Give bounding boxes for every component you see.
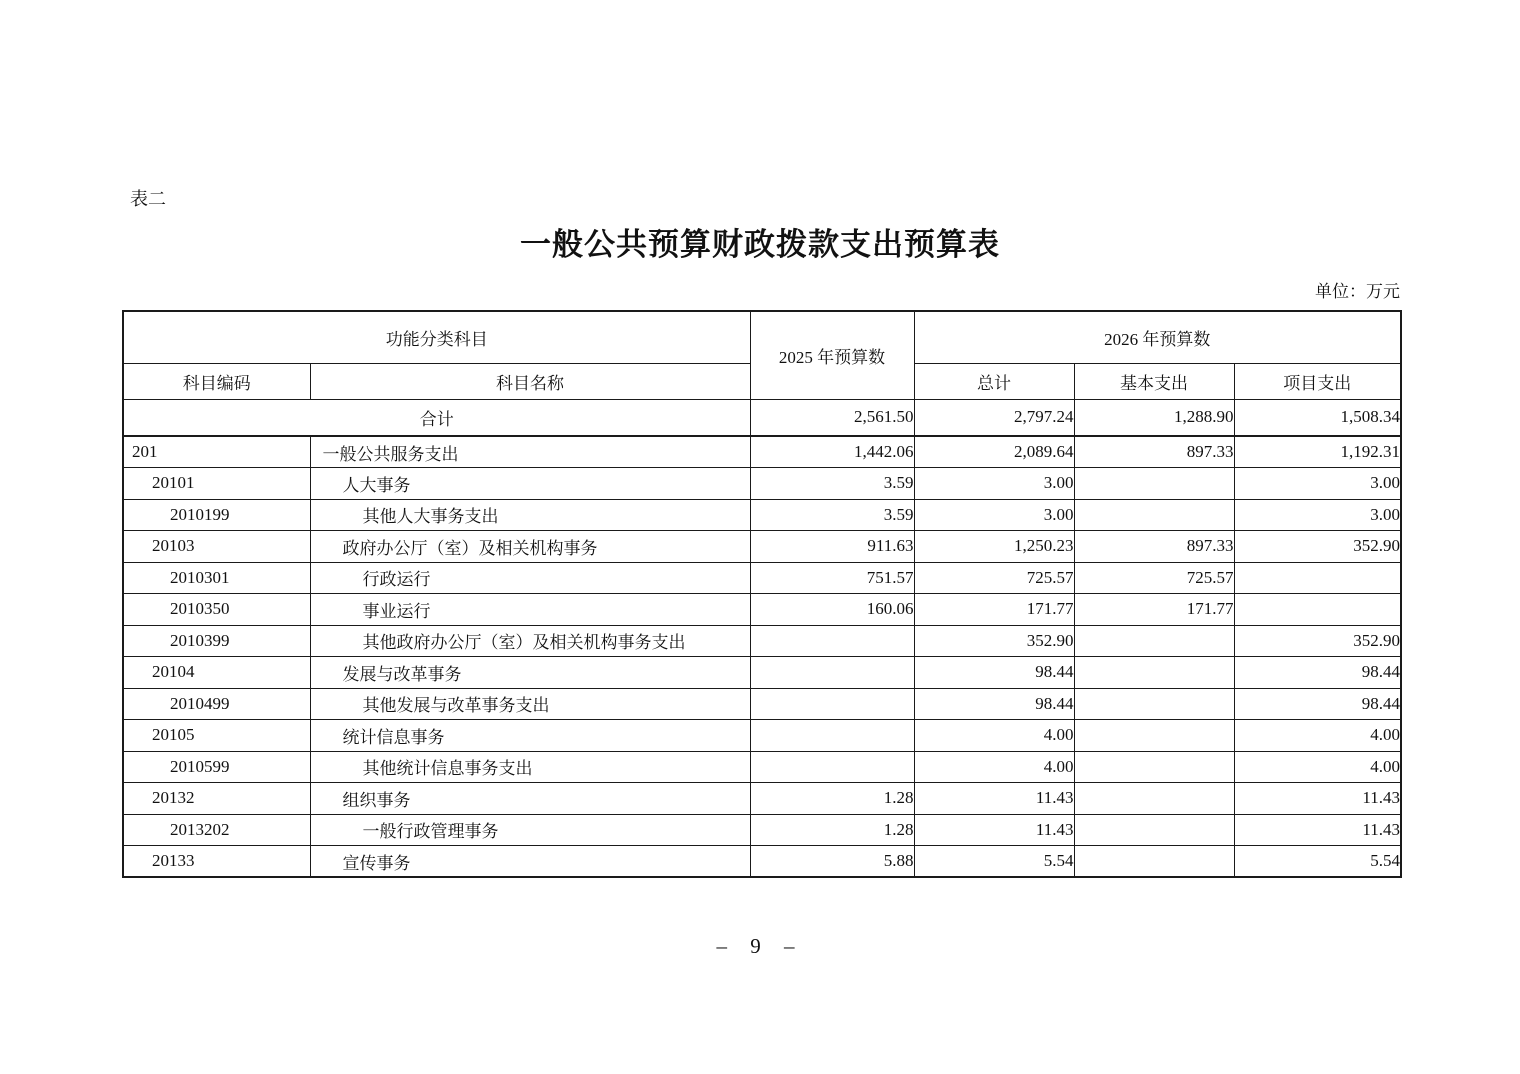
table-row xyxy=(123,399,1401,436)
cell-project-expenditure: 98.44 xyxy=(1234,688,1401,720)
cell-subject-code: 20133 xyxy=(123,846,310,878)
cell-project-expenditure: 11.43 xyxy=(1234,814,1401,846)
cell-total-2026: 11.43 xyxy=(914,783,1074,815)
cell-basic-expenditure xyxy=(1074,783,1234,815)
cell-total-2026: 352.90 xyxy=(914,625,1074,657)
cell-basic-expenditure xyxy=(1074,499,1234,531)
cell-total-2026: 171.77 xyxy=(914,594,1074,626)
page-number: – 9 – xyxy=(716,934,804,958)
table-row xyxy=(123,814,1401,846)
col-header-subject-code: 科目编码 xyxy=(123,363,310,399)
table-row xyxy=(123,846,1401,878)
cell-total-2026: 98.44 xyxy=(914,657,1074,689)
table-row xyxy=(123,720,1401,752)
cell-project-expenditure: 352.90 xyxy=(1234,531,1401,563)
col-header-functional-classification: 功能分类科目 xyxy=(123,311,750,363)
cell-subject-name: 其他发展与改革事务支出 xyxy=(310,688,750,720)
cell-basic-expenditure xyxy=(1074,814,1234,846)
cell-subject-name: 其他人大事务支出 xyxy=(310,499,750,531)
cell-project-expenditure: 3.00 xyxy=(1234,499,1401,531)
cell-subject-name: 人大事务 xyxy=(310,468,750,500)
table-row xyxy=(123,751,1401,783)
table-header xyxy=(123,311,1401,399)
table-row xyxy=(123,783,1401,815)
table-row xyxy=(123,436,1401,468)
cell-subject-code: 20104 xyxy=(123,657,310,689)
cell-project-expenditure: 4.00 xyxy=(1234,720,1401,752)
cell-total-2026: 98.44 xyxy=(914,688,1074,720)
cell-subject-name: 发展与改革事务 xyxy=(310,657,750,689)
cell-budget-2025: 3.59 xyxy=(750,468,914,500)
col-header-project-expenditure: 项目支出 xyxy=(1234,363,1401,399)
cell-subject-name: 其他政府办公厅（室）及相关机构事务支出 xyxy=(310,625,750,657)
cell-budget-2025: 911.63 xyxy=(750,531,914,563)
table-row xyxy=(123,499,1401,531)
cell-subject-code: 20101 xyxy=(123,468,310,500)
cell-subject-name: 宣传事务 xyxy=(310,846,750,878)
cell-budget-2025: 1.28 xyxy=(750,814,914,846)
col-header-total: 总计 xyxy=(914,363,1074,399)
cell-budget-2025: 2,561.50 xyxy=(750,399,914,436)
cell-subject-code: 2010301 xyxy=(123,562,310,594)
col-header-budget-2025: 2025 年预算数 xyxy=(750,311,914,399)
table-body xyxy=(123,399,1401,877)
cell-basic-expenditure xyxy=(1074,688,1234,720)
cell-subject-code: 2010199 xyxy=(123,499,310,531)
table-row xyxy=(123,562,1401,594)
cell-basic-expenditure: 725.57 xyxy=(1074,562,1234,594)
cell-basic-expenditure xyxy=(1074,468,1234,500)
cell-total-2026: 11.43 xyxy=(914,814,1074,846)
cell-basic-expenditure xyxy=(1074,720,1234,752)
cell-project-expenditure: 1,192.31 xyxy=(1234,436,1401,468)
cell-total-2026: 5.54 xyxy=(914,846,1074,878)
cell-total-2026: 4.00 xyxy=(914,751,1074,783)
cell-subject-code: 2013202 xyxy=(123,814,310,846)
cell-budget-2025 xyxy=(750,657,914,689)
cell-project-expenditure xyxy=(1234,562,1401,594)
cell-budget-2025: 1,442.06 xyxy=(750,436,914,468)
cell-basic-expenditure xyxy=(1074,657,1234,689)
cell-basic-expenditure: 897.33 xyxy=(1074,436,1234,468)
cell-budget-2025 xyxy=(750,751,914,783)
cell-total-2026: 3.00 xyxy=(914,468,1074,500)
cell-project-expenditure: 3.00 xyxy=(1234,468,1401,500)
cell-budget-2025 xyxy=(750,688,914,720)
cell-budget-2025: 5.88 xyxy=(750,846,914,878)
cell-subject-code: 2010399 xyxy=(123,625,310,657)
cell-subject-name: 统计信息事务 xyxy=(310,720,750,752)
cell-basic-expenditure: 171.77 xyxy=(1074,594,1234,626)
table-row xyxy=(123,688,1401,720)
cell-subject-code: 2010350 xyxy=(123,594,310,626)
cell-subject-code: 201 xyxy=(123,436,310,468)
cell-subject-name: 政府办公厅（室）及相关机构事务 xyxy=(310,531,750,563)
cell-project-expenditure: 5.54 xyxy=(1234,846,1401,878)
cell-total-2026: 2,089.64 xyxy=(914,436,1074,468)
cell-subject-name: 其他统计信息事务支出 xyxy=(310,751,750,783)
cell-subject-code: 20105 xyxy=(123,720,310,752)
cell-basic-expenditure xyxy=(1074,846,1234,878)
cell-project-expenditure: 4.00 xyxy=(1234,751,1401,783)
cell-basic-expenditure: 897.33 xyxy=(1074,531,1234,563)
cell-total-2026: 4.00 xyxy=(914,720,1074,752)
cell-total-2026: 725.57 xyxy=(914,562,1074,594)
col-header-budget-2026: 2026 年预算数 xyxy=(914,311,1401,363)
cell-budget-2025: 751.57 xyxy=(750,562,914,594)
cell-project-expenditure xyxy=(1234,594,1401,626)
unit-note: 单位：万元 xyxy=(1315,282,1400,301)
page-title: 一般公共预算财政拨款支出预算表 xyxy=(520,227,1000,262)
cell-basic-expenditure xyxy=(1074,625,1234,657)
cell-subject-code: 20132 xyxy=(123,783,310,815)
table-row xyxy=(123,657,1401,689)
cell-budget-2025: 160.06 xyxy=(750,594,914,626)
cell-project-expenditure: 11.43 xyxy=(1234,783,1401,815)
table-row xyxy=(123,625,1401,657)
cell-total-2026: 1,250.23 xyxy=(914,531,1074,563)
cell-basic-expenditure xyxy=(1074,751,1234,783)
cell-total-2026: 2,797.24 xyxy=(914,399,1074,436)
col-header-basic-expenditure: 基本支出 xyxy=(1074,363,1234,399)
cell-subject-name: 事业运行 xyxy=(310,594,750,626)
cell-subject-name: 一般公共服务支出 xyxy=(310,436,750,468)
cell-project-expenditure: 1,508.34 xyxy=(1234,399,1401,436)
cell-basic-expenditure: 1,288.90 xyxy=(1074,399,1234,436)
cell-budget-2025 xyxy=(750,625,914,657)
cell-subject-code: 2010599 xyxy=(123,751,310,783)
cell-budget-2025 xyxy=(750,720,914,752)
cell-budget-2025: 3.59 xyxy=(750,499,914,531)
cell-project-expenditure: 98.44 xyxy=(1234,657,1401,689)
cell-subject-name: 行政运行 xyxy=(310,562,750,594)
budget-table xyxy=(122,310,1402,878)
table-tag: 表二 xyxy=(130,189,166,209)
cell-subject-name: 组织事务 xyxy=(310,783,750,815)
cell-subject-code: 2010499 xyxy=(123,688,310,720)
cell-total-2026: 3.00 xyxy=(914,499,1074,531)
cell-subject-name: 合计 xyxy=(123,399,750,436)
header-row-1 xyxy=(123,311,1401,363)
cell-subject-name: 一般行政管理事务 xyxy=(310,814,750,846)
cell-budget-2025: 1.28 xyxy=(750,783,914,815)
table-row xyxy=(123,468,1401,500)
cell-project-expenditure: 352.90 xyxy=(1234,625,1401,657)
table-row xyxy=(123,531,1401,563)
col-header-subject-name: 科目名称 xyxy=(310,363,750,399)
cell-subject-code: 20103 xyxy=(123,531,310,563)
table-row xyxy=(123,594,1401,626)
